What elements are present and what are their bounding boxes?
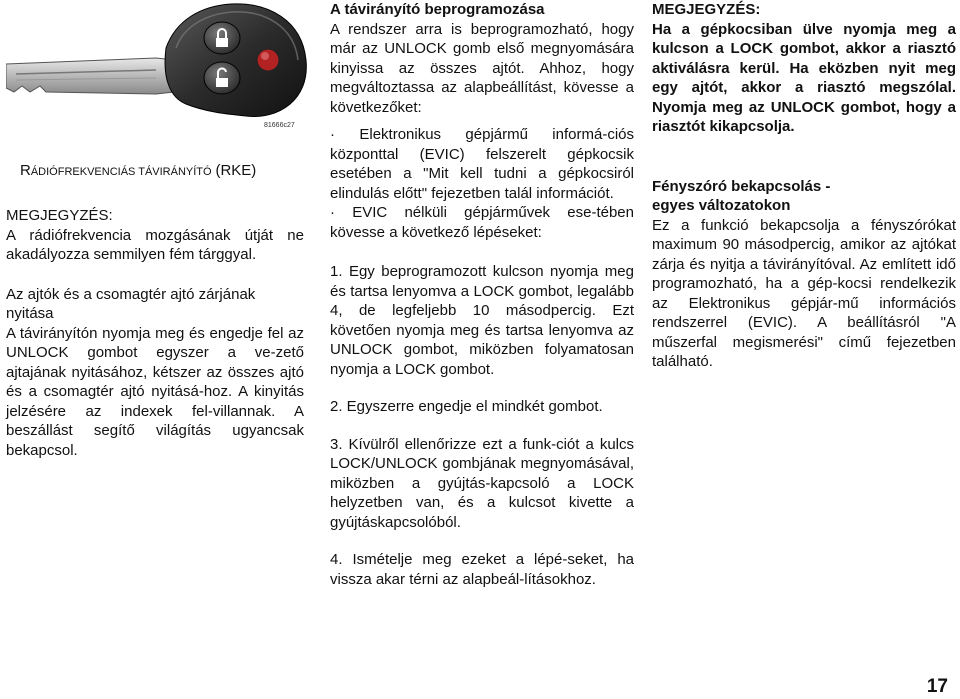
bullet-no-evic: · EVIC nélküli gépjárművek ese-tében kövesse a következő lépéseket: xyxy=(330,204,634,241)
alarm-note-text: Ha a gépkocsiban ülve nyomja meg a kulcson a LOCK gombot, akkor a riasztó aktiválásra kerül. Ha eközben nyit meg egy ajtót, akkor a riasztó megszólal. Nyomja meg az UNLOCK gombot, hogy a riasztót kikapcsolja. xyxy=(652,20,956,135)
key-fob-head xyxy=(165,4,306,117)
headlight-text: Ez a funkció bekapcsolja a fényszórókat maximum 90 másodpercig, amikor az ajtókat zárja és nyitja a távirányítóval. Az említett idő programozható, ha a gép-kocsi rendelkezik az Elektronikus gépjár-mű információs rendszerrel (EVIC). A beállításról "A műszerfal megismerési" című fejezetben található. xyxy=(652,216,956,370)
step-1: 1. Egy beprogramozott kulcson nyomja meg és tartsa lenyomva a LOCK gombot, legalább 4, de legfeljebb 10 másodpercig. Ezt követően nyomja meg és tartsa lenyomva az UNLOCK gombot, miközben folyamatosan nyomja a LOCK gombot. xyxy=(330,263,634,378)
key-blade xyxy=(6,58,174,94)
headlight-heading-line1: Fényszóró bekapcsolás - xyxy=(652,177,831,195)
left-column-body xyxy=(6,206,304,460)
alarm-note-heading: MEGJEGYZÉS: xyxy=(652,1,761,18)
note-text: A rádiófrekvencia mozgásának útját ne akadályozza semmilyen fém tárggyal. xyxy=(6,226,304,263)
middle-column xyxy=(330,0,634,589)
bullet-evic: · Elektronikus gépjármű informá-ciós központtal (EVIC) felszerelt gépkocsik esetében a "Mit kell tudni a gépkocsiról elindulás előtt" fejezetben talál információt. xyxy=(330,126,634,202)
key-fob-figure xyxy=(6,0,310,150)
step-4: 4. Ismételje meg ezeket a lépé-seket, ha vissza akar térni az alapbeál-lításokhoz. xyxy=(330,551,634,588)
right-column xyxy=(652,0,956,372)
unlock-heading: Az ajtók és a csomagtér ajtó zárjának nyitása xyxy=(6,285,256,322)
panic-button-graphic xyxy=(257,49,279,71)
step-3: 3. Kívülről ellenőrizze ezt a funk-ciót a kulcs LOCK/UNLOCK gombjának megnyomásával, miközben a gyújtás-kapcsoló a LOCK helyzetben van, és a kulcsot kivette a gyújtáskapcsolóból. xyxy=(330,435,634,531)
headlight-heading-line2: egyes változatokon xyxy=(652,197,791,214)
unlock-text: A távirányítón nyomja meg és engedje fel az UNLOCK gombot egyszer a ve-zető ajtajának nyitásához, kétszer az összes ajtó és a csomagtér ajtó nyitásá-hoz. A kinyitás jelzésére az indexek fel-villannak. A beszállást segítő világítás ugyancsak bekapcsol. xyxy=(6,324,304,459)
rke-section-title: RÁDIÓFREKVENCIÁS TÁVIRÁNYÍTÓ (RKE) xyxy=(20,162,257,179)
page-number: 17 xyxy=(926,676,948,697)
programming-heading: A távirányító beprogramozása xyxy=(330,1,545,18)
unlock-button-graphic xyxy=(204,62,240,94)
lock-button-graphic xyxy=(204,22,240,54)
figure-code: 81666c27 xyxy=(264,122,295,129)
note-heading: MEGJEGYZÉS: xyxy=(6,207,113,224)
programming-intro: A rendszer arra is beprogramozható, hogy már az UNLOCK gomb első megnyomására kinyissa az összes ajtót. Ahhoz, hogy megváltoztassa az alapbeállítást, kövesse a következőket: xyxy=(330,20,634,116)
step-2: 2. Egyszerre engedje el mindkét gombot. xyxy=(330,398,603,415)
